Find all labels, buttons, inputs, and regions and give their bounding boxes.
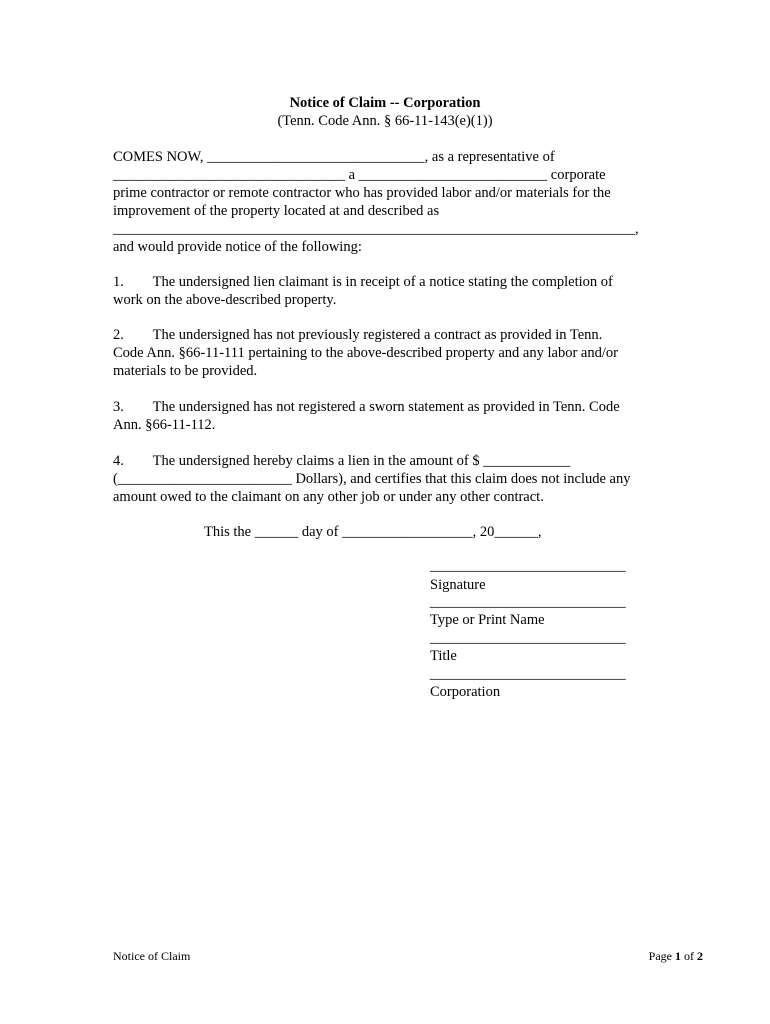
intro-line-2: ________________________________ a __________________________ corporate — [113, 167, 606, 183]
page-number — [649, 949, 703, 964]
signature-label: Signature — [430, 577, 486, 593]
print-name-rule: ___________________________ — [430, 594, 626, 610]
intro-line-1: COMES NOW, ______________________________, as a representative of — [113, 149, 555, 165]
signature-rule: ___________________________ — [430, 558, 626, 574]
title-rule: ___________________________ — [430, 630, 626, 646]
document-title: Notice of Claim -- Corporation — [289, 95, 481, 111]
page-of: of — [681, 949, 697, 963]
page-prefix: Page — [648, 949, 675, 963]
item-2-line-1: 2. The undersigned has not previously registered a contract as provided in Tenn. — [113, 327, 603, 343]
date-line: This the ______ day of __________________, 20______, — [204, 524, 542, 540]
page-total: 2 — [697, 949, 703, 963]
page-current: 1 — [675, 949, 681, 963]
item-1-line-2: work on the above-described property. — [113, 292, 337, 308]
print-name-label: Type or Print Name — [430, 612, 545, 628]
item-2-line-3: materials to be provided. — [113, 363, 258, 379]
item-4-line-1: 4. The undersigned hereby claims a lien in the amount of $ ____________ — [113, 453, 571, 469]
intro-line-6: and would provide notice of the following: — [113, 239, 362, 255]
footer-title: Notice of Claim — [113, 949, 191, 963]
item-2-line-2: Code Ann. §66-11-111 pertaining to the above-described property and any labor and/or — [113, 345, 618, 361]
intro-line-5: ________________________________________________________________________, — [113, 221, 639, 237]
item-4-line-3: amount owed to the claimant on any other job or under any other contract. — [113, 489, 544, 505]
item-3-line-1: 3. The undersigned has not registered a sworn statement as provided in Tenn. Code — [113, 399, 620, 415]
intro-line-4: improvement of the property located at and described as — [113, 203, 440, 219]
item-4-line-2: (________________________ Dollars), and certifies that this claim does not include any — [113, 471, 631, 487]
document-subtitle: (Tenn. Code Ann. § 66-11-143(e)(1)) — [277, 113, 493, 129]
corporation-label: Corporation — [430, 684, 501, 700]
corporation-rule: ___________________________ — [430, 666, 626, 682]
item-3-line-2: Ann. §66-11-112. — [113, 417, 216, 433]
intro-line-3: prime contractor or remote contractor who has provided labor and/or materials for the — [113, 185, 611, 201]
title-label: Title — [430, 648, 457, 664]
item-1-line-1: 1. The undersigned lien claimant is in receipt of a notice stating the completion of — [113, 274, 613, 290]
